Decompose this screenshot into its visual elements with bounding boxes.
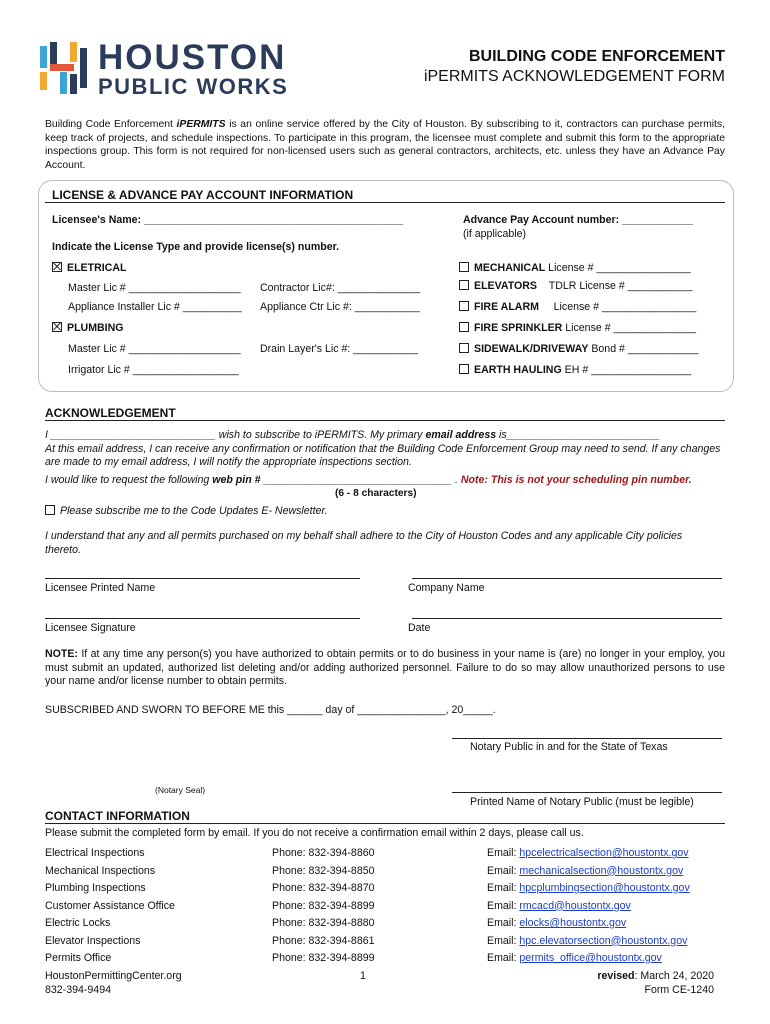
elevators-checkbox[interactable]: ELEVATORS TDLR License # ___________	[459, 280, 692, 292]
sworn-statement[interactable]: SUBSCRIBED AND SWORN TO BEFORE ME this ______ day of _______________, 20_____.	[45, 704, 496, 716]
checkbox-icon	[459, 343, 469, 353]
checkbox-icon	[459, 280, 469, 290]
indicate-license-type: Indicate the License Type and provide license(s) number.	[52, 241, 340, 253]
licensee-printed-name-label: Licensee Printed Name	[45, 582, 156, 594]
if-applicable-note: (if applicable)	[463, 228, 527, 240]
contact-title: CONTACT INFORMATION	[45, 809, 190, 823]
email-notice: At this email address, I can receive any confirmation or notification that the Building Code Enforcement Group may need to send. If any changes are made to my email address, I will notify the appropriate inspections section.	[45, 443, 721, 468]
licensee-signature-label: Licensee Signature	[45, 622, 136, 634]
contact-phone: Phone: 832-394-8850	[272, 864, 375, 877]
fire-alarm-checkbox[interactable]: FIRE ALARM License # ________________	[459, 301, 696, 313]
contact-dept: Elevator Inspections	[45, 934, 141, 947]
contact-dept: Mechanical Inspections	[45, 864, 156, 877]
license-section-title: LICENSE & ADVANCE PAY ACCOUNT INFORMATION	[52, 188, 354, 202]
contact-email: Email: mechanicalsection@houstontx.gov	[487, 864, 684, 877]
email-link[interactable]: rmcacd@houstontx.gov	[519, 899, 631, 912]
intro-paragraph: Building Code Enforcement iPERMITS is an online service offered by the City of Houston. By subscribing to it, contractors can purchase permits, keep track of projects, and schedule inspections. To participate in this program, the licensee must complete and submit this form to the appropriate inspections group. This form is not required for non-licensed users such as general contractors, architects, etc. unless they have an Advance Pay Account.	[45, 119, 726, 171]
plumbing-checkbox[interactable]: PLUMBING	[52, 322, 124, 334]
electrical-checkbox[interactable]: ELETRICAL	[52, 262, 126, 274]
contact-email: Email: hpcplumbingsection@houstontx.gov	[487, 882, 690, 894]
contact-dept: Plumbing Inspections	[45, 882, 146, 894]
checkbox-icon	[459, 322, 469, 332]
form-subtitle: iPERMITS ACKNOWLEDGEMENT FORM	[423, 68, 725, 85]
notary-seal-label: (Notary Seal)	[155, 785, 206, 795]
email-link[interactable]: hpcplumbingsection@houstontx.gov	[519, 882, 690, 894]
checkbox-icon	[459, 364, 469, 374]
sidewalk-driveway-checkbox[interactable]: SIDEWALK/DRIVEWAY Bond # ____________	[459, 343, 699, 355]
mechanical-checkbox[interactable]: MECHANICAL License # ________________	[459, 262, 691, 274]
notary-public-label: Notary Public in and for the State of Texas	[470, 741, 668, 753]
logo-public-works: PUBLIC WORKS	[98, 74, 289, 99]
plumbing-master-lic-field[interactable]: Master Lic # ___________________	[68, 343, 241, 355]
contact-dept: Electrical Inspections	[45, 847, 145, 859]
checkbox-icon	[459, 262, 469, 272]
contact-email: Email: hpcelectricalsection@houstontx.gov	[487, 847, 689, 859]
footer-phone: 832-394-9494	[45, 984, 111, 996]
electrical-master-lic-field[interactable]: Master Lic # ___________________	[68, 282, 241, 294]
contact-phone: Phone: 832-394-8861	[272, 934, 375, 947]
earth-hauling-checkbox[interactable]: EARTH HAULING EH # _________________	[459, 364, 691, 376]
email-link[interactable]: permits_office@houstontx.gov	[519, 952, 662, 964]
email-link[interactable]: mechanicalsection@houstontx.gov	[519, 864, 684, 877]
contact-intro: Please submit the completed form by email. If you do not receive a confirmation email within 2 days, please call us.	[45, 827, 584, 839]
advance-pay-field[interactable]: Advance Pay Account number: ____________	[463, 214, 693, 226]
contractor-lic-field[interactable]: Contractor Lic#: ______________	[260, 282, 421, 294]
contact-phone: Phone: 832-394-8899	[272, 899, 375, 912]
company-name-label: Company Name	[408, 582, 485, 594]
checked-box-icon	[52, 262, 62, 272]
contact-phone: Phone: 832-394-8860	[272, 847, 375, 859]
contact-phone: Phone: 832-394-8880	[272, 917, 375, 929]
subscribe-line[interactable]: I ____________________________ wish to subscribe to iPERMITS. My primary email address is__________________________	[45, 429, 660, 441]
appliance-installer-lic-field[interactable]: Appliance Installer Lic # __________	[68, 301, 242, 313]
note-paragraph: NOTE: If at any time any person(s) you have authorized to obtain permits or to do business in your name is (are) no longer in your employ, you must submit an updated, authorized list deleting and/or adding authorized personnel. Failure to do so may allow unauthorized persons to use your name and/or license number to obtain permits.	[45, 648, 725, 687]
irrigator-lic-field[interactable]: Irrigator Lic # __________________	[68, 364, 239, 376]
logo-houston: HOUSTON	[98, 38, 287, 77]
web-pin-line[interactable]: I would like to request the following web pin # ________________________________ . Note: This is not your scheduling pin number.	[45, 474, 692, 486]
checkbox-icon	[45, 505, 55, 515]
understand-statement: I understand that any and all permits purchased on my behalf shall adhere to the City of Houston Codes and any applicable City policies thereto.	[45, 530, 683, 556]
contact-dept: Customer Assistance Office	[45, 899, 175, 912]
email-link[interactable]: hpcelectricalsection@houstontx.gov	[519, 847, 689, 859]
contact-phone: Phone: 832-394-8870	[272, 882, 375, 894]
contact-email: Email: permits_office@houstontx.gov	[487, 952, 662, 964]
checked-box-icon	[52, 322, 62, 332]
contact-email: Email: hpc.elevatorsection@houstontx.gov	[487, 934, 688, 947]
appliance-ctr-lic-field[interactable]: Appliance Ctr Lic #: ___________	[260, 301, 420, 313]
fire-sprinkler-checkbox[interactable]: FIRE SPRINKLER License # ______________	[459, 322, 696, 334]
date-label: Date	[408, 622, 431, 634]
newsletter-checkbox[interactable]: Please subscribe me to the Code Updates E- Newsletter.	[45, 505, 328, 517]
revised-date: revised: March 24, 2020	[597, 970, 714, 982]
checkbox-icon	[459, 301, 469, 311]
contact-phone: Phone: 832-394-8899	[272, 952, 375, 964]
acknowledgement-title: ACKNOWLEDGEMENT	[45, 406, 176, 420]
web-pin-chars: (6 - 8 characters)	[335, 488, 417, 499]
email-link[interactable]: elocks@houstontx.gov	[519, 917, 627, 929]
contact-dept: Electric Locks	[45, 917, 111, 929]
licensee-name-field[interactable]: Licensee's Name: ____________________________________________	[52, 214, 404, 226]
email-link[interactable]: hpc.elevatorsection@houstontx.gov	[519, 934, 688, 947]
contact-dept: Permits Office	[45, 952, 112, 964]
footer-site: HoustonPermittingCenter.org	[45, 970, 182, 982]
form-title: BUILDING CODE ENFORCEMENT	[469, 48, 725, 65]
form-number: Form CE-1240	[644, 984, 714, 996]
houston-public-works-logo-icon	[40, 42, 92, 94]
notary-printed-name-label: Printed Name of Notary Public (must be legible)	[470, 796, 694, 808]
contact-email: Email: elocks@houstontx.gov	[487, 917, 627, 929]
drain-layer-lic-field[interactable]: Drain Layer's Lic #: ___________	[260, 343, 419, 355]
page-number: 1	[360, 970, 366, 982]
contact-email: Email: rmcacd@houstontx.gov	[487, 899, 631, 912]
